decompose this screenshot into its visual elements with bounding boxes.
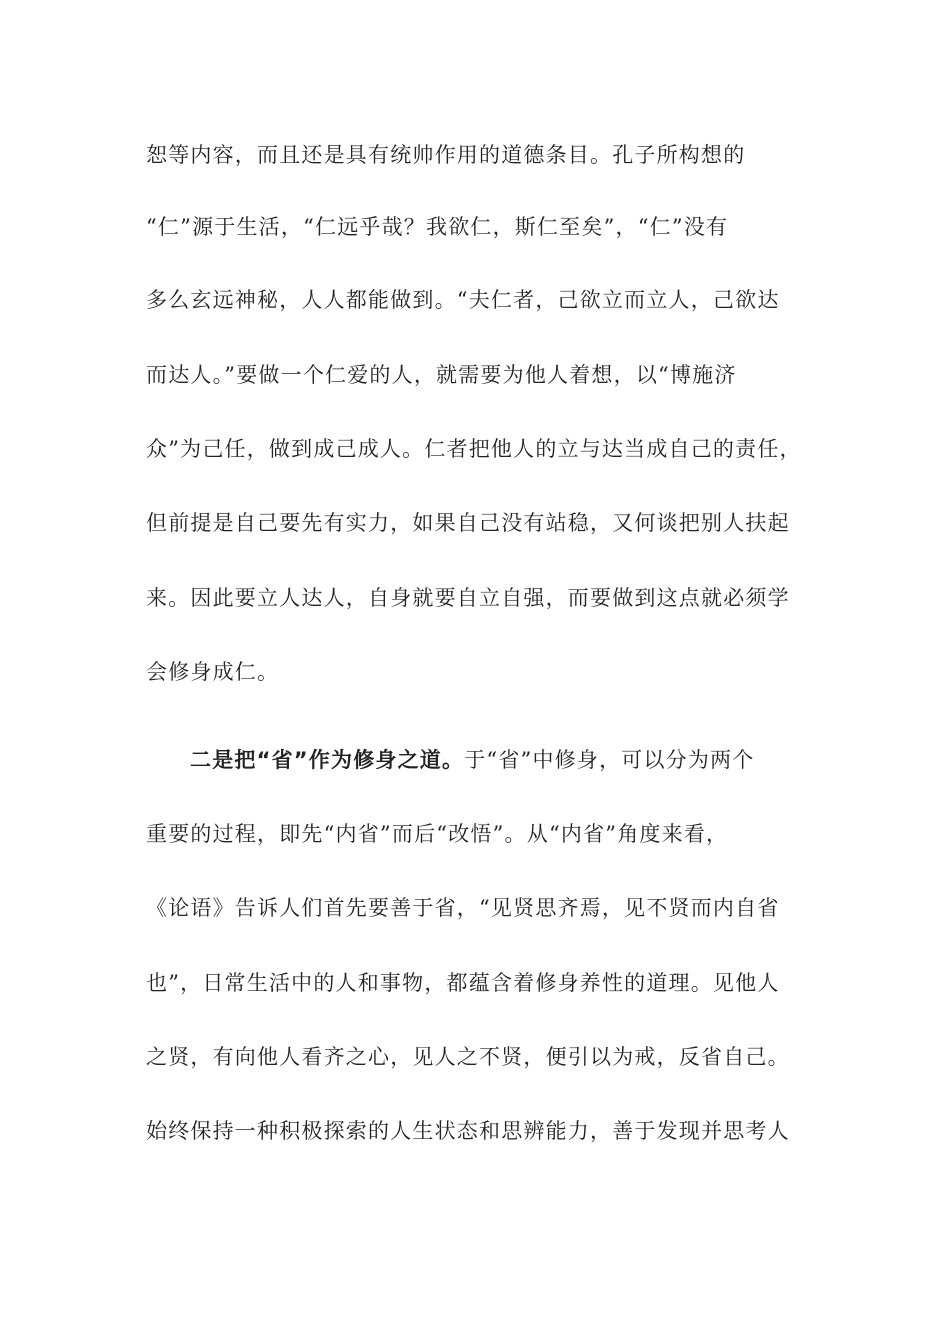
paragraph-1-line: 多么玄远神秘，人人都能做到。“夫仁者，己欲立而立人，己欲达	[146, 288, 780, 312]
paragraph-1-line: “仁”源于生活，“仁远乎哉？我欲仁，斯仁至矣”，“仁”没有	[146, 215, 729, 239]
paragraph-1-line: 而达人。”要做一个仁爱的人，就需要为他人着想，以“博施济	[146, 363, 737, 387]
paragraph-2-line: 《论语》告诉人们首先要善于省，“见贤思齐焉，见不贤而内自省	[146, 896, 780, 920]
paragraph-1-line: 会修身成仁。	[146, 660, 280, 684]
paragraph-2-line: 始终保持一种积极探索的人生状态和思辨能力，善于发现并思考人	[146, 1119, 790, 1143]
paragraph-2-line: 之贤，有向他人看齐之心，见人之不贤，便引以为戒，反省自己。	[146, 1045, 790, 1069]
paragraph-2-first-line	[190, 745, 754, 775]
paragraph-2-line: 重要的过程，即先“内省”而后“改悟”。从“内省”角度来看，	[146, 822, 729, 846]
paragraph-1-line: 来。因此要立人达人，自身就要自立自强，而要做到这点就必须学	[146, 586, 790, 610]
paragraph-1-line: 众”为己任，做到成己成人。仁者把他人的立与达当成自己的责任，	[146, 437, 802, 461]
paragraph-2-first-line-text: 于“省”中修身，可以分为两个	[464, 748, 755, 772]
paragraph-2-heading: 二是把“省”作为修身之道。	[190, 748, 465, 772]
paragraph-2-line: 也”，日常生活中的人和事物，都蕴含着修身养性的道理。见他人	[146, 971, 780, 995]
paragraph-1-line: 但前提是自己要先有实力，如果自己没有站稳，又何谈把别人扶起	[146, 511, 790, 535]
paragraph-1-line: 恕等内容，而且还是具有统帅作用的道德条目。孔子所构想的	[146, 143, 746, 167]
